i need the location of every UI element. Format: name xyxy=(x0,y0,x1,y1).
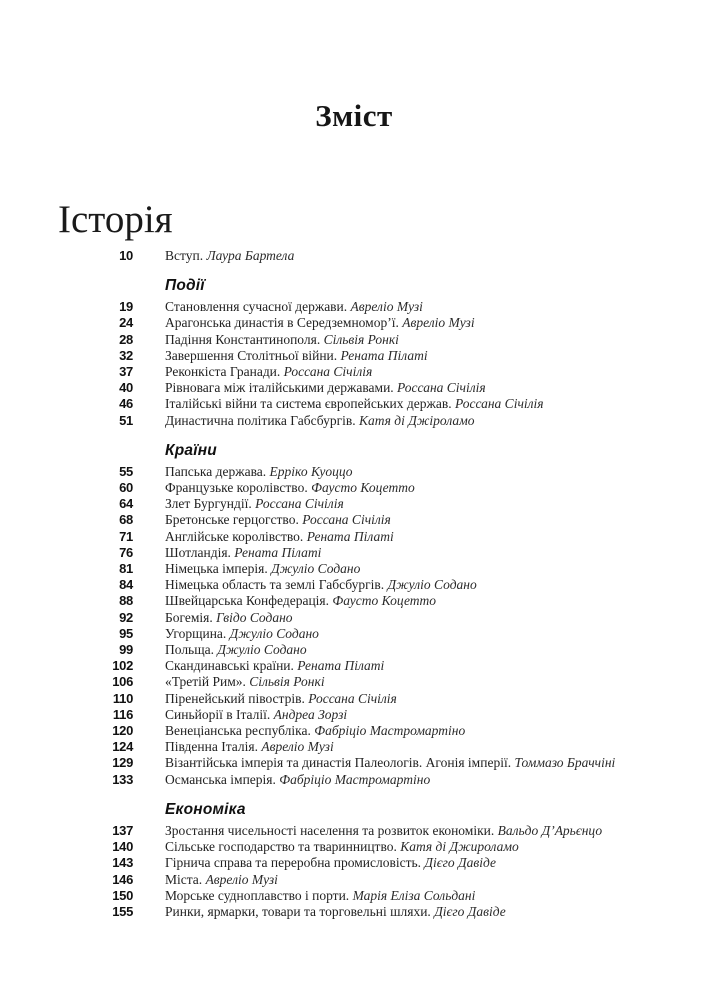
toc-entry-author: Сільвія Ронкі xyxy=(323,331,399,347)
part-title: Історія xyxy=(58,198,173,241)
toc-entry-page-number: 116 xyxy=(112,706,133,722)
toc-entry-title xyxy=(165,512,391,528)
toc-entry xyxy=(58,464,708,480)
toc-entry xyxy=(58,593,708,609)
toc-entry-page-number: 155 xyxy=(112,903,133,919)
toc-entry-author: Россана Січілія xyxy=(302,512,391,528)
toc-entry-title-text: Падіння Константинополя. xyxy=(165,331,324,347)
toc-entry-title xyxy=(165,723,465,739)
toc-entry-title-text: Міста. xyxy=(165,871,206,887)
toc-entry-title xyxy=(165,888,475,904)
toc-entry-title-text: Англійське королівство. xyxy=(165,528,307,544)
toc-entry-title xyxy=(165,380,486,396)
toc-entry-page-number: 64 xyxy=(119,496,133,512)
toc-entry-author: Марія Еліза Сольдані xyxy=(352,887,476,903)
toc-entry xyxy=(58,380,708,396)
toc-entry-title xyxy=(165,577,477,593)
toc-entry-page-number: 110 xyxy=(112,690,133,706)
toc-entry-page-number: 99 xyxy=(119,642,133,658)
toc-entry-title-text: Османська імперія. xyxy=(165,771,280,787)
toc-entry-author: Фабріціо Мастромартіно xyxy=(279,771,431,787)
toc-entry-author: Фаусто Коцетто xyxy=(311,480,415,496)
toc-entry-title-text: Зростання чисельності населення та розвиток економіки. xyxy=(165,822,498,838)
toc-group-heading: Події xyxy=(165,277,205,295)
page-title: Зміст xyxy=(315,98,393,133)
toc-entry-title xyxy=(165,315,475,331)
toc-entry-author: Россана Січілія xyxy=(255,496,344,512)
toc-entry xyxy=(58,512,708,528)
toc-entry-title xyxy=(165,855,496,871)
toc-entry xyxy=(58,707,708,723)
toc-entry-title-text: Папська держава. xyxy=(165,463,270,479)
toc-entry-page-number: 137 xyxy=(112,822,133,838)
toc-entry-title xyxy=(165,413,475,429)
toc-entry-title-text: Угорщина. xyxy=(165,625,230,641)
toc-entry-page-number: 10 xyxy=(119,248,133,263)
toc-entry-title-text: Богемія. xyxy=(165,609,217,625)
toc-entry-author: Джуліо Содано xyxy=(387,577,477,593)
toc-entry xyxy=(58,723,708,739)
toc-entry-page-number: 60 xyxy=(119,480,133,496)
toc-entry-title-text: Ринки, ярмарки, товари та торговельні шляхи. xyxy=(165,903,435,919)
toc-entry xyxy=(58,888,708,904)
toc-entry-title xyxy=(165,332,399,348)
toc-entry-title xyxy=(165,904,506,920)
toc-entry-title-text: Піренейський півострів. xyxy=(165,690,309,706)
toc-entry-author: Рената Пілаті xyxy=(306,528,394,544)
toc-entry xyxy=(58,904,708,920)
toc-entry xyxy=(58,496,708,512)
toc-entry-title xyxy=(165,823,602,839)
toc-entry-title xyxy=(165,545,321,561)
toc-entry-page-number: 92 xyxy=(119,609,133,625)
toc-entry-title-text: Завершення Столітньої війни. xyxy=(165,347,341,363)
toc-entry-title xyxy=(165,529,394,545)
toc-entry xyxy=(58,626,708,642)
toc-entry-title xyxy=(165,364,372,380)
toc-entry-author: Рената Пілаті xyxy=(340,347,428,363)
toc-entry-author: Фаусто Коцетто xyxy=(332,593,437,609)
toc-entry-author: Катя ді Джіроламо xyxy=(359,412,475,428)
toc-entry-author: Рената Пілаті xyxy=(297,658,385,674)
toc-entry xyxy=(58,642,708,658)
toc-entry-title-text: Німецька область та землі Габсбургів. xyxy=(165,577,388,593)
toc-entry-title-text: Шотландія. xyxy=(165,544,235,560)
toc-list xyxy=(58,248,708,920)
toc-entry-title xyxy=(165,299,423,315)
toc-entry-title-text: Гірнича справа та переробна промисловість. xyxy=(165,855,425,871)
toc-entry-author: Россана Січілія xyxy=(283,364,373,380)
toc-entry xyxy=(58,755,708,771)
toc-entry-title xyxy=(165,772,430,788)
toc-entry-page-number: 133 xyxy=(112,771,133,787)
toc-entry-page-number: 81 xyxy=(119,561,133,577)
toc-entry-title xyxy=(165,674,325,690)
toc-entry xyxy=(58,823,708,839)
toc-entry-author: Гвідо Содано xyxy=(216,609,293,625)
toc-entry-title xyxy=(165,396,544,412)
toc-entry-title xyxy=(165,610,293,626)
toc-entry xyxy=(58,364,708,380)
toc-entry xyxy=(58,299,708,315)
toc-entry xyxy=(58,658,708,674)
toc-entry-author: Томмазо Браччіні xyxy=(514,755,616,771)
toc-group-heading: Економіка xyxy=(165,800,246,818)
toc-entry-page-number: 19 xyxy=(119,299,133,315)
toc-entry-author: Россана Січілія xyxy=(397,380,486,396)
toc-entry-title-text: Морське судноплавство і порти. xyxy=(165,887,353,903)
toc-entry-page-number: 24 xyxy=(119,315,133,331)
toc-entry-title-text: Синьйорії в Італії. xyxy=(165,706,274,722)
toc-entry-page-number: 84 xyxy=(119,577,133,593)
toc-entry-title xyxy=(165,839,519,855)
toc-entry-title-text: Злет Бургундії. xyxy=(165,496,256,512)
toc-entry-title-text: Вступ. xyxy=(165,248,207,263)
toc-entry xyxy=(58,577,708,593)
toc-entry-title-text: Швейцарська Конфедерація. xyxy=(165,593,333,609)
toc-entry-title xyxy=(165,561,360,577)
toc-entry-title-text: Рівновага між італійськими державами. xyxy=(165,380,398,396)
toc-entry-title-text: Сільське господарство та тваринництво. xyxy=(165,839,401,855)
toc-entry-page-number: 143 xyxy=(112,855,133,871)
toc-entry-title xyxy=(165,496,344,512)
toc-group-heading: Країни xyxy=(165,441,217,459)
toc-entry-author: Ерріко Куоццо xyxy=(269,463,353,479)
toc-entry-page-number: 95 xyxy=(119,625,133,641)
toc-entry xyxy=(58,315,708,331)
toc-entry-author: Андреа Зорзі xyxy=(273,706,348,722)
toc-entry-page-number: 124 xyxy=(112,739,133,755)
toc-entry-page-number: 120 xyxy=(112,723,133,739)
toc-entry xyxy=(58,674,708,690)
toc-entry-page-number: 150 xyxy=(112,887,133,903)
toc-entry-page-number: 32 xyxy=(119,347,133,363)
toc-entry-title xyxy=(165,464,353,480)
toc-entry-title-text: Становлення сучасної держави. xyxy=(165,299,351,315)
toc-entry-page-number: 146 xyxy=(112,871,133,887)
toc-entry xyxy=(58,396,708,412)
toc-entry-page-number: 46 xyxy=(119,396,133,412)
toc-entry-author: Россана Січілія xyxy=(454,396,544,412)
toc-entry-author: Дієго Давіде xyxy=(434,903,506,919)
toc-entry-page-number: 102 xyxy=(112,658,133,674)
toc-entry-page-number: 55 xyxy=(119,463,133,479)
toc-entry-author: Джуліо Содано xyxy=(229,625,319,641)
toc-entry-author: Авреліо Музі xyxy=(350,299,423,315)
toc-entry xyxy=(58,561,708,577)
toc-entry-title-text: Німецька імперія. xyxy=(165,561,272,577)
toc-entry-title xyxy=(165,691,397,707)
toc-entry xyxy=(58,739,708,755)
toc-entry-author: Рената Пілаті xyxy=(234,544,322,560)
toc-entry xyxy=(58,839,708,855)
toc-entry-author: Фабріціо Мастромартіно xyxy=(314,723,466,739)
toc-entry-title xyxy=(165,248,294,264)
toc-entry-author: Джуліо Содано xyxy=(217,642,307,658)
toc-entry-page-number: 106 xyxy=(112,674,133,690)
toc-entry-title-text: Французьке королівство. xyxy=(165,480,312,496)
toc-entry-title xyxy=(165,593,436,609)
toc-entry-title-text: Династична політика Габсбургів. xyxy=(165,412,360,428)
toc-entry xyxy=(58,348,708,364)
toc-entry-title-text: Скандинавські країни. xyxy=(165,658,298,674)
toc-entry-page-number: 71 xyxy=(119,528,133,544)
toc-entry-title-text: Бретонське герцогство. xyxy=(165,512,303,528)
toc-entry-title-text: Візантійська імперія та династія Палеологів. Агонія імперії. xyxy=(165,755,515,771)
toc-entry-page-number: 40 xyxy=(119,380,133,396)
toc-entry xyxy=(58,872,708,888)
toc-entry-page-number: 140 xyxy=(112,839,133,855)
toc-entry-page-number: 28 xyxy=(119,331,133,347)
toc-entry-author: Джуліо Содано xyxy=(271,561,361,577)
toc-entry-author: Лаура Бартела xyxy=(206,248,295,263)
toc-entry-title-text: Південна Італія. xyxy=(165,739,262,755)
toc-entry-title-text: Італійські війни та система європейських держав. xyxy=(165,396,455,412)
toc-entry-author: Авреліо Музі xyxy=(205,871,278,887)
toc-entry-title-text: Польща. xyxy=(165,642,218,658)
toc-entry-title-text: Реконкіста Гранади. xyxy=(165,364,284,380)
toc-entry-title-text: Венеціанська республіка. xyxy=(165,723,315,739)
toc-entry-title xyxy=(165,755,615,771)
toc-entry-author: Катя ді Джироламо xyxy=(400,839,519,855)
toc-entry-page-number: 68 xyxy=(119,512,133,528)
toc-entry-title xyxy=(165,642,307,658)
toc-entry xyxy=(58,480,708,496)
toc-entry xyxy=(58,691,708,707)
toc-entry xyxy=(58,772,708,788)
toc-entry-title xyxy=(165,480,415,496)
toc-entry-page-number: 76 xyxy=(119,544,133,560)
toc-entry xyxy=(58,332,708,348)
toc-entry-author: Вальдо Д’Арьєнцо xyxy=(497,822,603,838)
toc-entry-author: Авреліо Музі xyxy=(261,739,334,755)
toc-entry-page-number: 37 xyxy=(119,364,133,380)
toc-entry-title xyxy=(165,872,278,888)
toc-entry-title xyxy=(165,348,428,364)
toc-entry xyxy=(58,610,708,626)
toc-entry-title xyxy=(165,739,334,755)
toc-entry xyxy=(58,248,708,264)
toc-entry-author: Сільвія Ронкі xyxy=(249,674,325,690)
toc-entry-author: Авреліо Музі xyxy=(402,315,475,331)
toc-entry xyxy=(58,855,708,871)
toc-entry-title-text: Арагонська династія в Середземномор’ї. xyxy=(165,315,403,331)
toc-entry-title xyxy=(165,626,319,642)
toc-entry-author: Россана Січілія xyxy=(308,690,397,706)
toc-entry-page-number: 51 xyxy=(119,412,133,428)
toc-entry xyxy=(58,545,708,561)
toc-entry-title xyxy=(165,707,347,723)
toc-entry xyxy=(58,529,708,545)
toc-entry-title-text: «Третій Рим». xyxy=(165,674,250,690)
toc-entry-page-number: 129 xyxy=(112,755,133,771)
toc-entry xyxy=(58,413,708,429)
toc-entry-author: Дієго Давіде xyxy=(424,855,496,871)
toc-entry-page-number: 88 xyxy=(119,593,133,609)
toc-entry-title xyxy=(165,658,384,674)
